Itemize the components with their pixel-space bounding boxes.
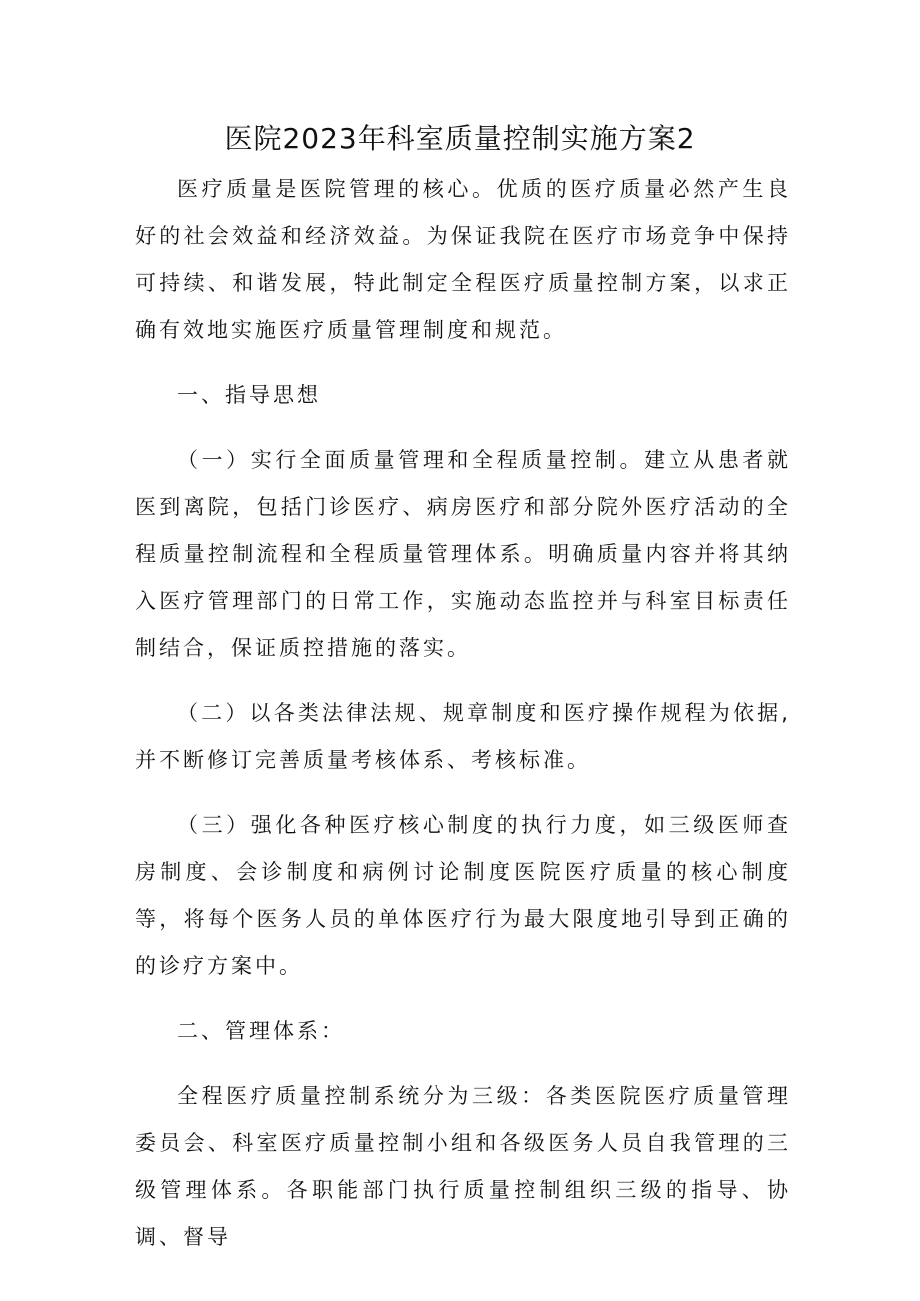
section1-item-2: （二）以各类法律法规、规章制度和医疗操作规程为依据,并不断修订完善质量考核体系、考核标准。: [135, 701, 791, 772]
section-heading-guiding-ideology: 一、指导思想: [177, 383, 321, 407]
document-body: [135, 166, 791, 1279]
section2-paragraph-1: 全程医疗质量控制系统分为三级：各类医院医疗质量管理委员会、科室医疗质量控制小组和各级医务人员自我管理的三级管理体系。各职能部门执行质量控制组织三级的指导、协调、督导: [135, 1084, 791, 1249]
section1-item-1: （一）实行全面质量管理和全程质量控制。建立从患者就医到离院，包括门诊医疗、病房医疗和部分院外医疗活动的全程质量控制流程和全程质量管理体系。明确质量内容并将其纳入医疗管理部门的日常工作，实施动态监控并与科室目标责任制结合，保证质控措施的落实。: [135, 448, 791, 660]
intro-paragraph: 医疗质量是医院管理的核心。优质的医疗质量必然产生良好的社会效益和经济效益。为保证我院在医疗市场竞争中保持可持续、和谐发展，特此制定全程医疗质量控制方案，以求正确有效地实施医疗质量管理制度和规范。: [135, 177, 791, 342]
document-title: 医院2023年科室质量控制实施方案2: [224, 122, 696, 155]
section-heading-management-system: 二、管理体系：: [177, 1019, 345, 1043]
section1-item-3: （三）强化各种医疗核心制度的执行力度，如三级医师查房制度、会诊制度和病例讨论制度医院医疗质量的核心制度等，将每个医务人员的单体医疗行为最大限度地引导到正确的的诊疗方案中。: [135, 813, 791, 978]
